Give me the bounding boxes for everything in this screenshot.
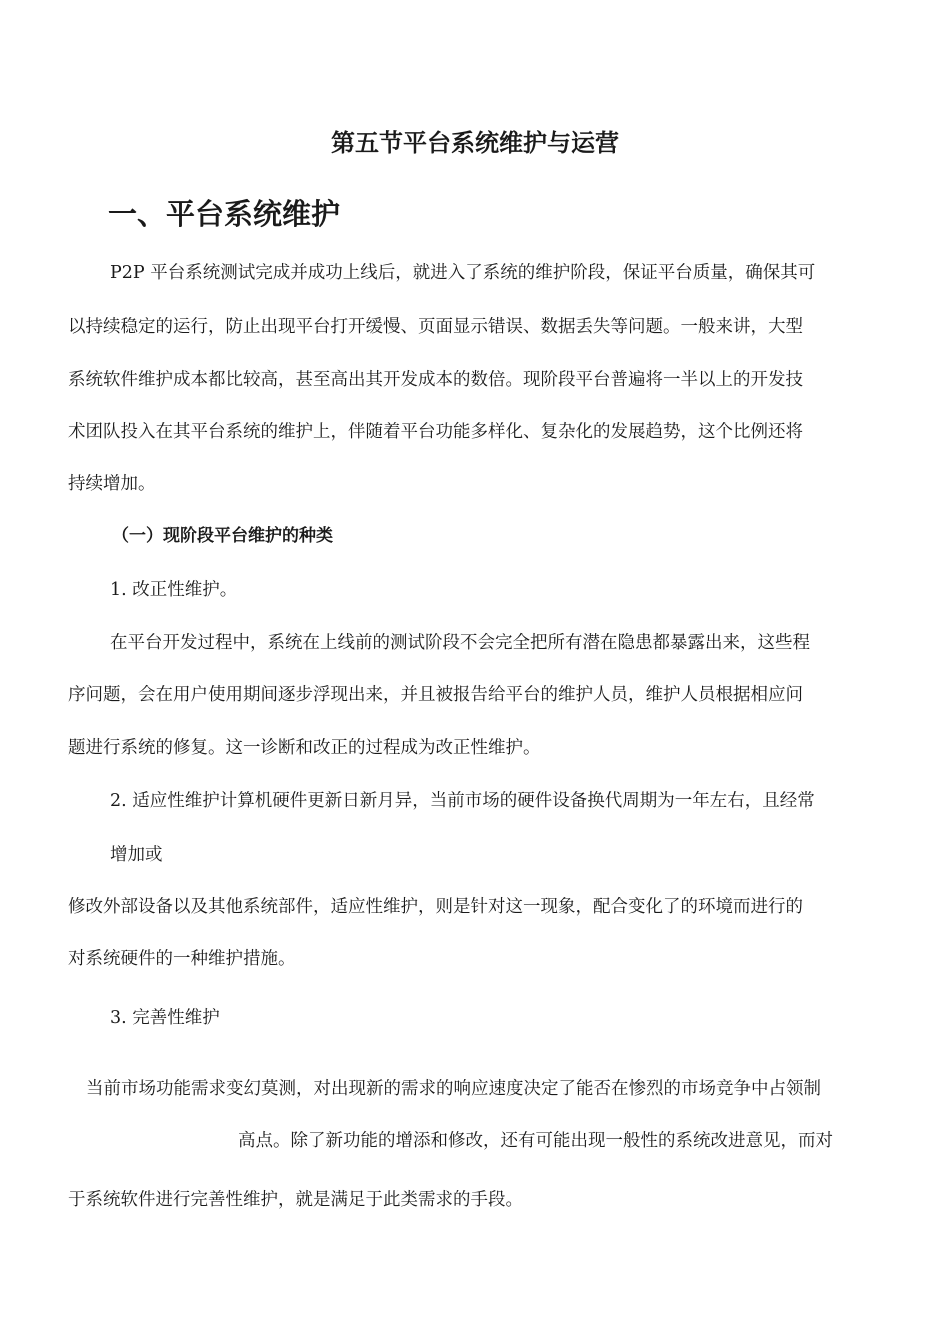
item2-line: 修改外部设备以及其他系统部件，适应性维护，则是针对这一现象，配合变化了的环境而进行的 — [68, 897, 803, 917]
item3-paragraph-line: 于系统软件进行完善性维护，就是满足于此类需求的手段。 — [68, 1190, 523, 1210]
intro-paragraph-line: 持续增加。 — [68, 474, 156, 494]
item2-line: 增加或 — [110, 845, 163, 865]
item1-paragraph-line: 序问题，会在用户使用期间逐步浮现出来，并且被报告给平台的维护人员，维护人员根据相应问 — [68, 685, 803, 705]
intro-paragraph-line: P2P 平台系统测试完成并成功上线后，就进入了系统的维护阶段，保证平台质量，确保其可 — [110, 263, 816, 283]
item3-paragraph-line: 当前市场功能需求变幻莫测，对出现新的需求的响应速度决定了能否在惨烈的市场竞争中占领制 — [86, 1079, 821, 1099]
intro-paragraph-line: 以持续稳定的运行，防止出现平台打开缓慢、页面显示错误、数据丢失等问题。一般来讲，大型 — [68, 317, 803, 337]
item1-label: 1. 改正性维护。 — [110, 580, 238, 600]
intro-paragraph-line: 术团队投入在其平台系统的维护上，伴随着平台功能多样化、复杂化的发展趋势，这个比例还将 — [68, 422, 803, 442]
section-heading: 一、平台系统维护 — [108, 197, 341, 231]
item2-line: 对系统硬件的一种维护措施。 — [68, 949, 296, 969]
page-title: 第五节平台系统维护与运营 — [331, 129, 619, 157]
intro-paragraph-line: 系统软件维护成本都比较高，甚至高出其开发成本的数倍。现阶段平台普遍将一半以上的开发技 — [68, 370, 803, 390]
item1-paragraph-line: 在平台开发过程中，系统在上线前的测试阶段不会完全把所有潜在隐患都暴露出来，这些程 — [110, 633, 810, 653]
subsection-heading: （一）现阶段平台维护的种类 — [112, 526, 333, 546]
item1-paragraph-line: 题进行系统的修复。这一诊断和改正的过程成为改正性维护。 — [68, 738, 541, 758]
item3-paragraph-line: 高点。除了新功能的增添和修改，还有可能出现一般性的系统改进意见，而对 — [238, 1131, 833, 1151]
item2-line: 2. 适应性维护计算机硬件更新日新月异，当前市场的硬件设备换代周期为一年左右，且经常 — [110, 791, 815, 811]
item3-label: 3. 完善性维护 — [110, 1008, 220, 1028]
